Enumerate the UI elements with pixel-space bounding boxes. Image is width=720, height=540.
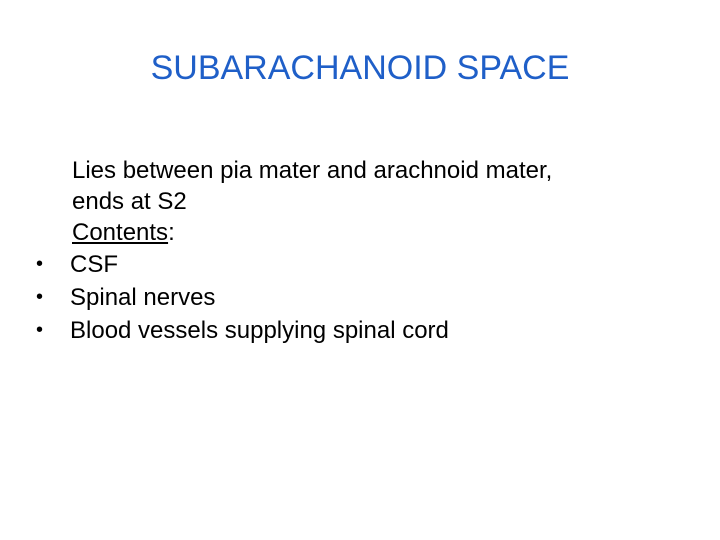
bullet-dot-icon: • (36, 253, 44, 275)
intro-line-1: Lies between pia mater and arachnoid mater, (72, 157, 553, 184)
contents-label: Contents (72, 219, 169, 246)
contents-colon: : (168, 219, 175, 246)
bullet-dot-icon: • (36, 286, 44, 308)
intro-line-2: ends at S2 (72, 188, 187, 215)
slide-body (36, 155, 696, 347)
bullet-item-csf (36, 248, 696, 281)
bullet-text: CSF (70, 251, 118, 278)
bullet-text: Spinal nerves (70, 284, 216, 311)
bullet-text: Blood vessels supplying spinal cord (70, 317, 449, 344)
bullet-dot-icon: • (36, 319, 44, 341)
contents-heading (36, 217, 696, 248)
bullet-item-spinal-nerves (36, 281, 696, 314)
bullet-item-blood-vessels (36, 314, 696, 347)
slide-title: SUBARACHANOID SPACE (150, 49, 570, 87)
